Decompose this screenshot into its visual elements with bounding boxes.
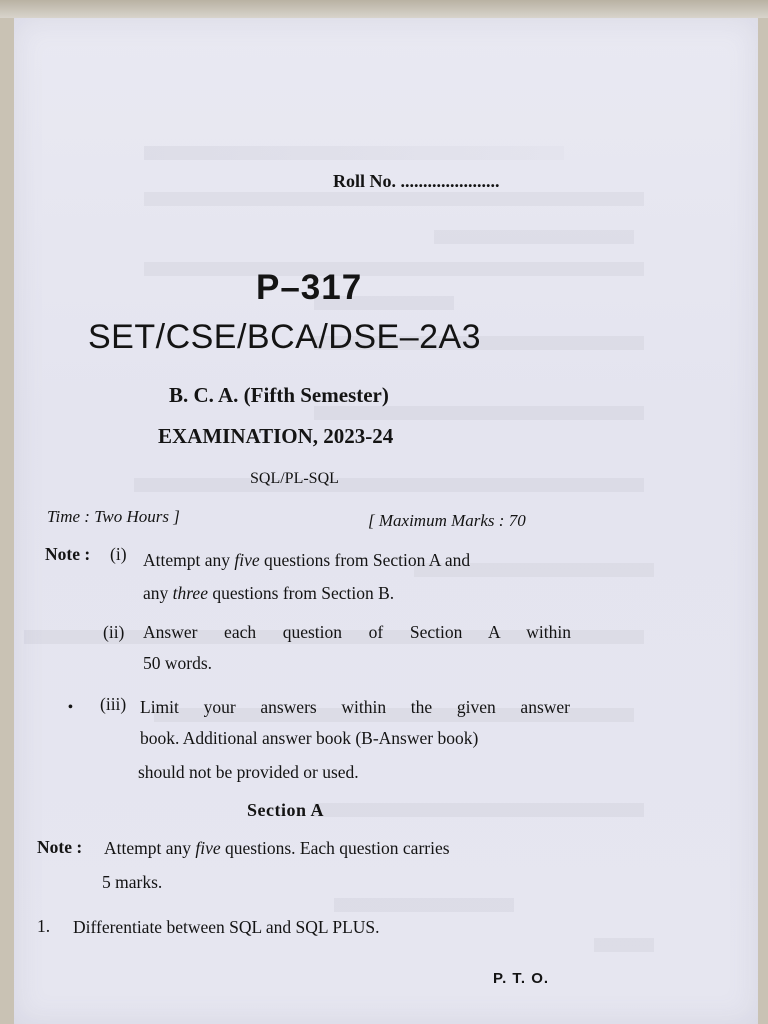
note-item-iii-line-1: Limit your answers within the given answer (140, 697, 570, 717)
subject-name: SQL/PL-SQL (250, 470, 339, 487)
note-item-i-text: Attempt any (143, 550, 230, 570)
paper-code: SET/CSE/BCA/DSE–2A3 (88, 318, 482, 356)
note-item-i-line-1 (143, 550, 572, 571)
section-a-heading: Section A (247, 800, 325, 820)
stray-mark: • (68, 700, 73, 715)
note-item-iii-line-3: should not be provided or used. (138, 762, 359, 782)
note-item-i-emphasis: five (234, 550, 260, 570)
paper-number: P–317 (256, 268, 363, 307)
note-item-ii-line-2: 50 words. (143, 653, 213, 673)
section-note-label: Note : (37, 837, 83, 857)
question-1-text: Differentiate between SQL and SQL PLUS. (73, 917, 380, 937)
bleed-through-line (144, 262, 644, 276)
please-turn-over: P. T. O. (493, 970, 550, 987)
time-allowed: Time : Two Hours ] (47, 507, 180, 526)
examination-title: EXAMINATION, 2023-24 (158, 424, 394, 448)
scan-top-edge (0, 0, 768, 18)
bleed-through-line (134, 478, 644, 492)
section-note-line-1 (104, 838, 564, 859)
question-1-number: 1. (37, 916, 51, 936)
section-note-line-2: 5 marks. (102, 872, 163, 892)
course-title: B. C. A. (Fifth Semester) (169, 383, 389, 407)
bleed-through-line (594, 938, 654, 952)
roll-number-label: Roll No. ...................... (333, 171, 500, 191)
bleed-through-line (334, 898, 514, 912)
note-item-ii-number: (ii) (103, 622, 125, 642)
bleed-through-line (314, 803, 644, 817)
note-item-i-line-2 (143, 583, 394, 604)
section-note-emphasis: five (195, 838, 221, 858)
bleed-through-line (434, 230, 634, 244)
note-item-i-emphasis: three (172, 583, 208, 603)
note-item-iii-line-2: book. Additional answer book (B-Answer book) (140, 728, 479, 748)
section-note-text: Attempt any (104, 838, 191, 858)
note-label: Note : (45, 544, 91, 564)
maximum-marks: [ Maximum Marks : 70 (368, 511, 526, 530)
bleed-through-line (314, 406, 644, 420)
bleed-through-line (144, 146, 564, 160)
section-note-text: questions. Each question carries (225, 838, 450, 858)
note-item-ii-line-1: Answer each question of Section A within (143, 622, 571, 642)
note-item-iii-number: (iii) (100, 694, 127, 714)
note-item-i-text: questions from Section A and (264, 550, 471, 570)
bleed-through-line (144, 192, 644, 206)
note-item-i-text: any (143, 583, 169, 603)
note-item-i-text: questions from Section B. (212, 583, 395, 603)
note-item-i-number: (i) (110, 544, 127, 564)
